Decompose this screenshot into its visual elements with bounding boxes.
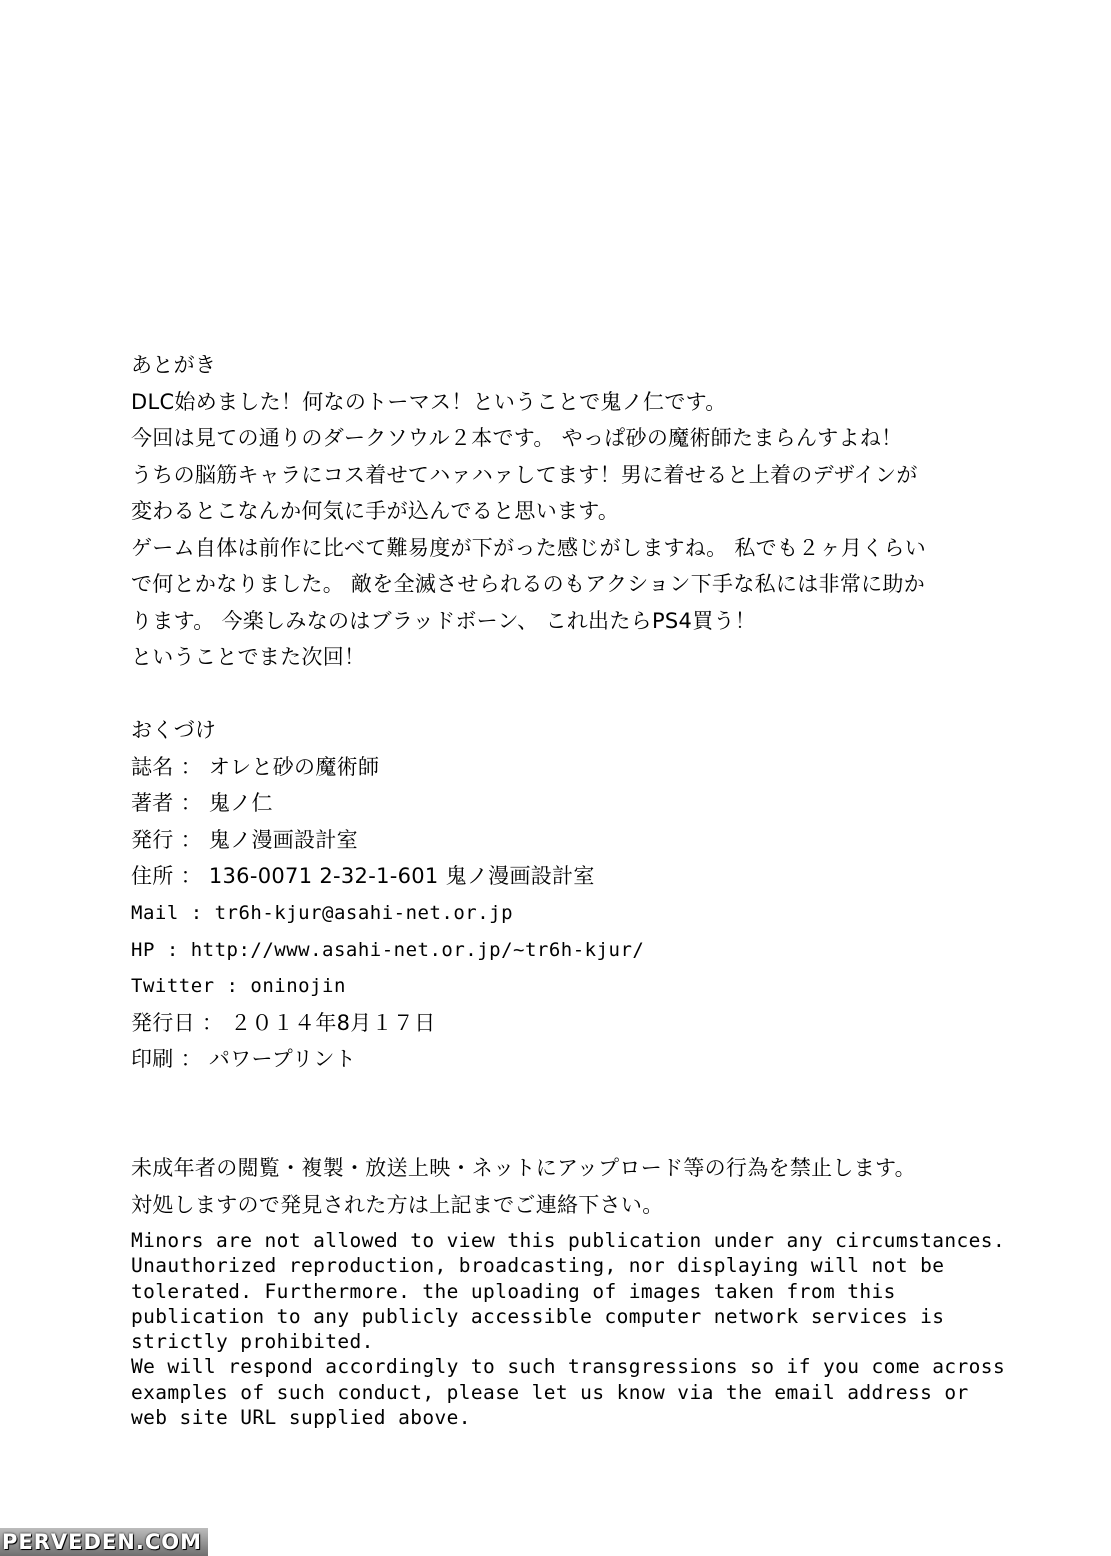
afterword-line: ります。 今楽しみなのはブラッドボーン、 これ出たらPS4買う！ xyxy=(131,608,757,633)
afterword-line: で何とかなりました。 敵を全滅させられるのもアクション下手な私には非常に助か xyxy=(131,572,926,596)
colophon-author: 著者 ： 鬼ノ仁 xyxy=(131,791,273,816)
colophon-twitter: Twitter : oninojin xyxy=(131,975,346,998)
afterword-line: うちの脳筋キャラにコス着せてハァハァしてます！男に着せると上着のデザインが xyxy=(131,462,918,487)
notice-en-line: strictly prohibited. xyxy=(131,1330,374,1354)
afterword-line: 変わるとこなんか何気に手が込んでると思います。 xyxy=(131,499,620,523)
notice-en-line: Minors are not allowed to view this publication under any circumstances. xyxy=(131,1229,1006,1252)
afterword-line: ゲーム自体は前作に比べて難易度が下がった感じがしますね。 私でも２ヶ月くらい xyxy=(131,535,927,560)
colophon-address: 住所 ： 136-0071 2-32-1-601 鬼ノ漫画設計室 xyxy=(131,864,595,889)
afterword-line: 今回は見ての通りのダークソウル２本です。 やっぱ砂の魔術師たまらんすよね！ xyxy=(131,426,903,450)
notice-en xyxy=(131,1228,1031,1430)
notice-jp xyxy=(131,1150,1031,1223)
watermark-logo: PERVEDEN.COM xyxy=(0,1528,208,1556)
colophon-section xyxy=(131,712,1031,1078)
notice-jp-line: 未成年者の閲覧・複製・放送上映・ネットにアップロード等の行為を禁止します。 xyxy=(131,1156,916,1180)
notice-en-line: We will respond accordingly to such transgressions so if you come across xyxy=(131,1355,1006,1379)
afterword-section xyxy=(131,347,1031,676)
notice-en-line: publication to any publicly accessible computer network services is xyxy=(131,1304,945,1328)
colophon-printer: 印刷 ： パワープリント xyxy=(131,1047,357,1072)
colophon-title: 誌名 ： オレと砂の魔術師 xyxy=(131,754,380,779)
colophon-heading: おくづけ xyxy=(131,718,217,742)
afterword-heading: あとがき xyxy=(131,353,217,377)
notice-en-line: Unauthorized reproduction, broadcasting, nor displaying will not be xyxy=(131,1254,945,1278)
colophon-date: 発行日 ： ２０１４年8月１７日 xyxy=(131,1010,436,1035)
notice-en-line: tolerated. Furthermore. the uploading of images taken from this xyxy=(131,1279,896,1303)
notice-en-line: web site URL supplied above. xyxy=(131,1406,471,1430)
colophon-mail: Mail : tr6h-kjur@asahi-net.or.jp xyxy=(131,901,514,924)
colophon-homepage: HP : http://www.asahi-net.or.jp/~tr6h-kjur/ xyxy=(131,938,645,961)
colophon-publisher: 発行 ： 鬼ノ漫画設計室 xyxy=(131,827,358,852)
afterword-line: ということでまた次回！ xyxy=(131,645,366,669)
notice-en-line: examples of such conduct, please let us know via the email address or xyxy=(131,1380,969,1404)
notice-jp-line: 対処しますので発見された方は上記までご連絡下さい。 xyxy=(131,1192,664,1217)
afterword-line: DLC始めました！何なのトーマス！ということで鬼ノ仁です。 xyxy=(131,389,727,414)
